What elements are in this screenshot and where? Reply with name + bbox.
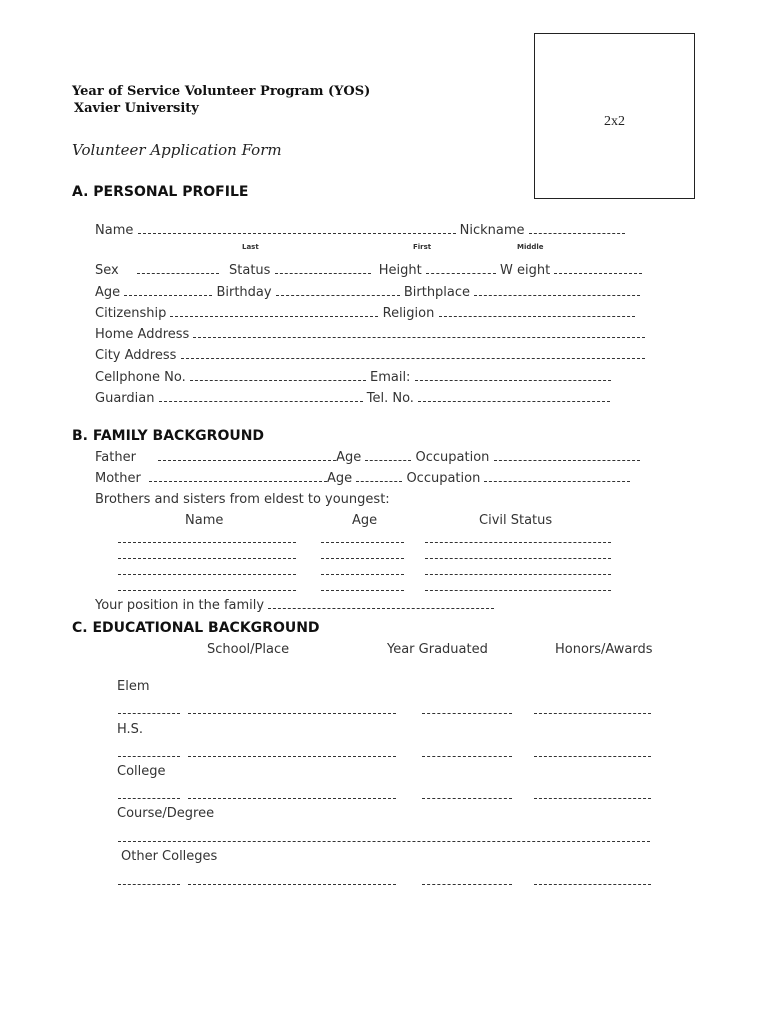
father-age-field[interactable] — [365, 449, 411, 461]
other-year-field[interactable] — [422, 884, 512, 885]
sibling-1-age-field[interactable] — [321, 542, 404, 543]
citizenship-label: Citizenship — [95, 306, 167, 321]
photo-box[interactable] — [534, 33, 695, 199]
mother-age-field[interactable] — [356, 470, 402, 482]
mother-occupation-label: Occupation — [406, 471, 481, 486]
education-heading: C. EDUCATIONAL BACKGROUND — [72, 620, 320, 636]
weight-label: W eight — [499, 263, 551, 278]
hs-place-field[interactable] — [188, 756, 396, 757]
university-name: Xavier University — [74, 101, 199, 116]
guardian-row — [95, 390, 610, 406]
mother-age-label: Age — [327, 471, 353, 486]
sibling-1-name-field[interactable] — [118, 542, 296, 543]
sibling-age-header: Age — [352, 513, 378, 528]
other-place-field[interactable] — [188, 884, 396, 885]
home-address-label: Home Address — [95, 327, 190, 342]
tel-field[interactable] — [418, 390, 610, 402]
hs-label: H.S. — [117, 722, 144, 737]
personal-heading: A. PERSONAL PROFILE — [72, 184, 249, 200]
father-name-field[interactable] — [158, 449, 336, 461]
hs-year-field[interactable] — [422, 756, 512, 757]
course-label: Course/Degree — [117, 806, 215, 821]
college-year-field[interactable] — [422, 798, 512, 799]
birthplace-label: Birthplace — [403, 285, 471, 300]
father-label: Father — [95, 450, 136, 465]
hs-school-field[interactable] — [118, 756, 180, 757]
citizenship-row — [95, 305, 635, 321]
middle-caption: Middle — [517, 243, 544, 251]
home-address-field[interactable] — [193, 326, 645, 338]
father-occupation-label: Occupation — [415, 450, 490, 465]
name-row — [95, 222, 625, 238]
sibling-2-name-field[interactable] — [118, 558, 296, 559]
birthday-field[interactable] — [276, 284, 400, 296]
birthday-label: Birthday — [216, 285, 272, 300]
email-label: Email: — [369, 370, 411, 385]
other-colleges-label: Other Colleges — [121, 849, 218, 864]
elem-label: Elem — [117, 679, 150, 694]
birthplace-field[interactable] — [474, 284, 640, 296]
sibling-name-header: Name — [185, 513, 224, 528]
religion-field[interactable] — [439, 305, 635, 317]
school-header: School/Place — [207, 642, 290, 657]
sex-field[interactable] — [137, 262, 219, 274]
position-field[interactable] — [268, 597, 494, 609]
home-address-row — [95, 326, 645, 342]
cellphone-label: Cellphone No. — [95, 370, 186, 385]
course-field[interactable] — [118, 841, 650, 842]
email-field[interactable] — [415, 369, 611, 381]
college-honors-field[interactable] — [534, 798, 651, 799]
program-title: Year of Service Volunteer Program (YOS) — [72, 84, 371, 99]
city-address-field[interactable] — [181, 347, 645, 359]
mother-occupation-field[interactable] — [484, 470, 630, 482]
other-honors-field[interactable] — [534, 884, 651, 885]
status-field[interactable] — [275, 262, 371, 274]
position-row — [95, 597, 494, 613]
status-label: Status — [229, 263, 271, 278]
sibling-3-civil-field[interactable] — [425, 574, 611, 575]
guardian-label: Guardian — [95, 391, 155, 406]
father-occupation-field[interactable] — [494, 449, 640, 461]
sibling-3-name-field[interactable] — [118, 574, 296, 575]
last-caption: Last — [242, 243, 259, 251]
elem-school-field[interactable] — [118, 713, 180, 714]
sibling-2-age-field[interactable] — [321, 558, 404, 559]
first-caption: First — [413, 243, 432, 251]
sibling-1-civil-field[interactable] — [425, 542, 611, 543]
cellphone-row — [95, 369, 611, 385]
age-label: Age — [95, 285, 121, 300]
sibling-4-name-field[interactable] — [118, 590, 296, 591]
sibling-2-civil-field[interactable] — [425, 558, 611, 559]
mother-label: Mother — [95, 471, 141, 486]
nickname-field[interactable] — [529, 222, 625, 234]
city-address-label: City Address — [95, 348, 177, 363]
sex-label: Sex — [95, 263, 119, 278]
sex-row — [95, 262, 642, 278]
guardian-field[interactable] — [159, 390, 363, 402]
sibling-4-age-field[interactable] — [321, 590, 404, 591]
weight-field[interactable] — [554, 262, 642, 274]
citizenship-field[interactable] — [170, 305, 378, 317]
elem-year-field[interactable] — [422, 713, 512, 714]
father-age-label: Age — [336, 450, 362, 465]
tel-label: Tel. No. — [366, 391, 414, 406]
elem-place-field[interactable] — [188, 713, 396, 714]
height-label: Height — [378, 263, 422, 278]
honors-header: Honors/Awards — [555, 642, 653, 657]
sibling-civil-header: Civil Status — [479, 513, 553, 528]
name-field[interactable] — [138, 222, 456, 234]
name-label: Name — [95, 223, 134, 238]
siblings-intro: Brothers and sisters from eldest to youngest: — [95, 492, 390, 507]
photo-label: 2x2 — [604, 114, 625, 129]
religion-label: Religion — [382, 306, 435, 321]
age-row — [95, 284, 640, 300]
height-field[interactable] — [426, 262, 496, 274]
form-title: Volunteer Application Form — [72, 141, 282, 159]
mother-name-field[interactable] — [149, 470, 327, 482]
elem-honors-field[interactable] — [534, 713, 651, 714]
mother-row — [95, 470, 630, 486]
sibling-4-civil-field[interactable] — [425, 590, 611, 591]
family-heading: B. FAMILY BACKGROUND — [72, 428, 265, 444]
hs-honors-field[interactable] — [534, 756, 651, 757]
college-school-field[interactable] — [118, 798, 180, 799]
position-label: Your position in the family — [95, 598, 265, 613]
city-address-row — [95, 347, 645, 363]
father-row — [95, 449, 640, 465]
cellphone-field[interactable] — [190, 369, 366, 381]
other-school-field[interactable] — [118, 884, 180, 885]
year-header: Year Graduated — [387, 642, 488, 657]
sibling-3-age-field[interactable] — [321, 574, 404, 575]
age-field[interactable] — [124, 284, 212, 296]
college-label: College — [117, 764, 166, 779]
college-place-field[interactable] — [188, 798, 396, 799]
nickname-label: Nickname — [459, 223, 525, 238]
